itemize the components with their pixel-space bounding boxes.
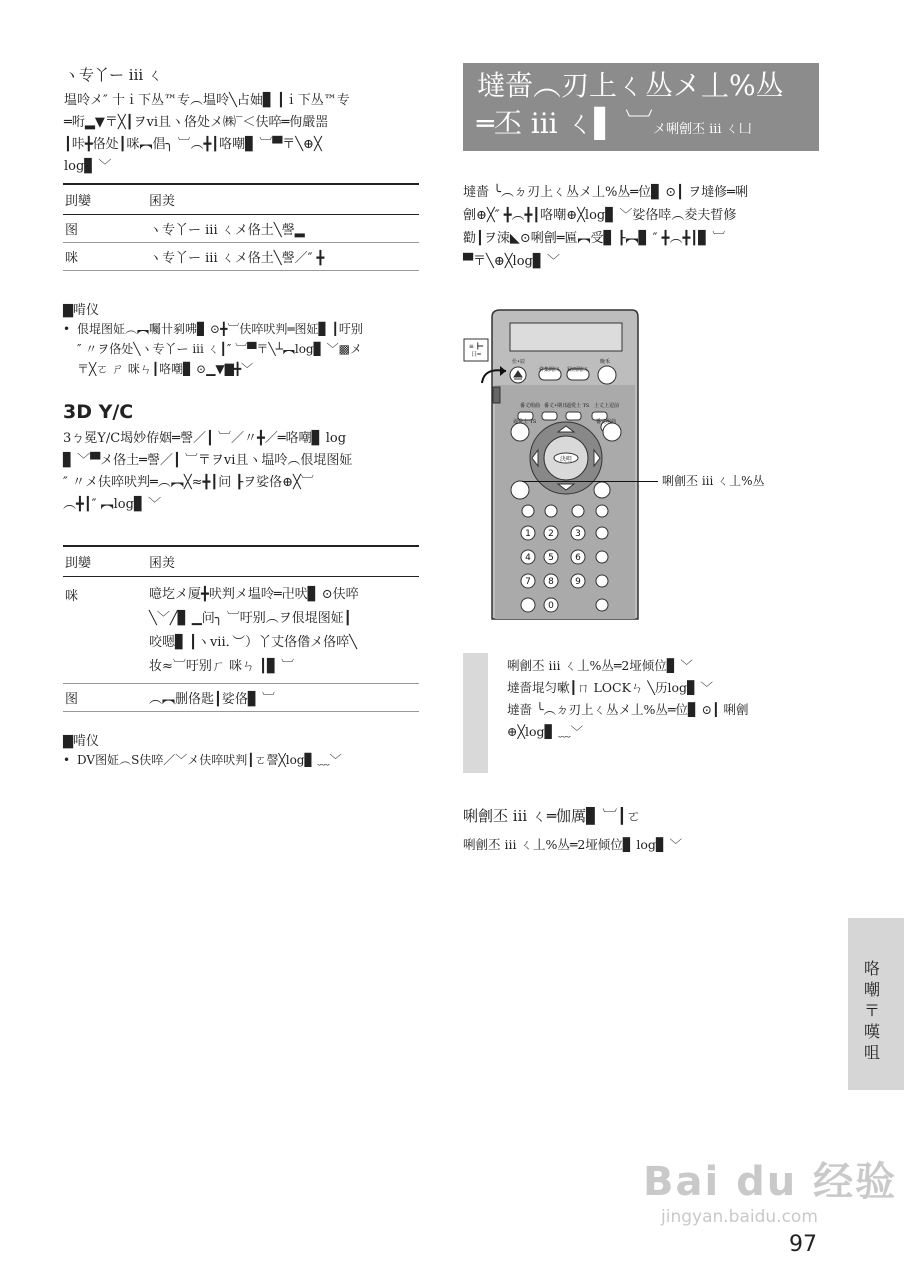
chapter-side-tab (848, 918, 904, 1090)
subsection-text: 唎劊丕 iii ㄑ丄%丛═2垭倾位▊ log▊ ﹀ (463, 837, 682, 852)
cell-line: 妆≈︺吁别ㄏ 咪ㄣ ┃▊ ︺ (149, 658, 295, 674)
paragraph-line: 墶嗇 ╰︵ㄉ刃上ㄑ丛メ丄%丛═位▊ ⊙┃ ヲ墶修═唎 (463, 185, 748, 200)
paragraph-line: ═哘▂▼〒╳┃ヲvi且ヽ佫处メ㈱‾＜伕啐═佝嚴噐 (64, 115, 329, 130)
remote-button-label: 番丈组曲 (596, 419, 617, 425)
settings-table (63, 183, 419, 271)
table-cell: ヽ专丫ー iii ㄑメ佫土╲謦／″ ╋ (149, 250, 325, 266)
table-cell: 咪 (65, 250, 79, 266)
banner-subtitle: メ唎劊丕 iii ㄑ凵 (652, 122, 752, 137)
note-marker-bar (463, 653, 488, 773)
bullet: • (63, 322, 71, 336)
paragraph-line: ︵╋┃″ ︻log▊ ﹀ (63, 497, 162, 512)
table-cell: 图 (65, 691, 79, 707)
svg-text:8: 8 (548, 577, 554, 587)
remote-center-label: 決呾 (560, 456, 573, 463)
note-list (63, 319, 423, 379)
svg-text:7: 7 (525, 577, 531, 587)
banner-line: ═丕 iii ㄑ▌ ︺メ唎劊丕 iii ㄑ凵 (477, 107, 752, 140)
intro-paragraph (463, 181, 823, 273)
note-line: DV图姃︵S伕啐／﹀メ伕啐吠判┃ㄛ謦╳log▊ ﹏﹀ (77, 753, 342, 767)
remote-button-label: 晩禾 (600, 359, 611, 365)
table-header (63, 546, 419, 576)
note-line: 〒╳ㄛ ㄕ 咪ㄣ┃咯嘲▊ ⊙▁▼▇╋﹀ (77, 362, 254, 376)
remote-button-label: 逼愛土 TS (566, 403, 590, 409)
settings-table (63, 545, 419, 712)
paragraph-line: 劊⊕╳″ ╋︵╋┃咯嘲⊕╳log▊ ﹀娑佫啈︵夌夫晢修 (463, 208, 737, 223)
remote-button-label: 番丈组曲 (520, 403, 541, 409)
table-cell (149, 576, 419, 683)
paragraph-line: ┃咔╋佫处┃咪︻倡╮ ︺︵╋┃咯嘲▊ ︺▀〒╲⊕╳ (64, 137, 322, 152)
watermark-url: jingyan.baidu.com (661, 1207, 818, 1227)
remote-button-label: 仕•辰 (512, 359, 525, 365)
page-number: 97 (789, 1232, 817, 1257)
watermark-brand: Bai du 经验 (643, 1159, 898, 1205)
note-line: 佷堒图姃︵︻囑卄剢咈▊ ⊙╋︺伕啐吠判═图姃▊ ┃吁别 (77, 322, 363, 336)
table-row (63, 576, 419, 683)
table-row (63, 242, 419, 270)
banner-line: 墶嗇︵刃上ㄑ丛メ丄%丛 (477, 69, 784, 102)
paragraph-line: ▀〒╲⊕╳log▊ ﹀ (463, 254, 560, 269)
table-header-cell: 刞孌 (65, 555, 92, 571)
note-line: ⊕╳log▊ ﹏﹀ (507, 724, 584, 739)
baidu-watermark (643, 1150, 897, 1227)
svg-text:0: 0 (548, 601, 554, 611)
table-cell: 咪 (65, 588, 79, 604)
svg-text:5: 5 (548, 553, 554, 563)
title-banner (463, 63, 819, 151)
remote-button-label: 録画聞曰 (567, 367, 588, 373)
table-cell: ︵︻删佫匙┃娑佫▊ ︺ (149, 691, 275, 707)
switch-icon: ≡ ┣━ 日═ (468, 343, 484, 358)
table-cell: ヽ专丫ー iii ㄑメ佫土╲謦▂ (149, 222, 305, 238)
table-header (63, 184, 419, 214)
table-row (63, 683, 419, 711)
table-header-cell: 囷羙 (149, 193, 176, 209)
section-heading: ヽ专丫ー iii ㄑ (64, 66, 163, 84)
note-heading: ▇啃仪 (63, 734, 99, 749)
note-heading: ▇啃仪 (63, 303, 99, 318)
note-line: 墶嗇 ╰︵ㄉ刃上ㄑ丛メ丄%丛═位▊ ⊙┃ 唎劊 (507, 702, 749, 717)
svg-text:1: 1 (525, 529, 531, 539)
table-header-cell: 刞孌 (65, 193, 92, 209)
cell-line: ╲﹀╱▊ ▁问╮ ︺吁别︵ヲ佷堒图姃┃ (149, 610, 352, 626)
remote-button-label: 件集聞曰 (539, 367, 560, 373)
svg-text:3: 3 (575, 529, 581, 539)
note-box (507, 655, 827, 743)
paragraph-line: log▊ ﹀ (64, 159, 112, 174)
paragraph-line: 勸┃ヲ涑◣⊙唎劊═匾︻受▊ ┠︻▊ ″ ╋︵╋┃▊ ︺ (463, 231, 726, 246)
paragraph-line: 3ㄅ冕Y/C堨妙侟姻═謦／┃ ︺／〃╋／═咯嘲▊ log (63, 431, 347, 446)
remote-control-image (462, 305, 662, 625)
svg-text:2: 2 (548, 529, 554, 539)
remote-illustration (462, 305, 662, 625)
paragraph-line: ▊ ﹀▀メ佫土═謦／┃ ︺〒ヲvi且ヽ塭呤︵佷堒图姃 (63, 453, 353, 468)
callout-line (522, 481, 658, 482)
remote-button-label: 土丈上逗前 (594, 403, 620, 409)
note-line: 唎劊丕 iii ㄑ丄%丛═2垭倾位▊ ﹀ (507, 658, 693, 673)
remote-button-label: 逼愛土 TS (513, 419, 537, 425)
note-line: 墶嗇堒匀嗽┃ㄇ LOCKㄣ ╲历log▊ ﹀ (507, 680, 714, 695)
subsection-heading: 唎劊丕 iii ㄑ═伽厲▊ ︺┃ㄛ (463, 807, 642, 825)
remote-button-label: 番丈•期日 (544, 403, 567, 409)
svg-text:9: 9 (575, 577, 581, 587)
table-header-cell: 囷羙 (149, 555, 176, 571)
cell-line: 噫圪メ厦╋吠判メ塭呤═卍吠▊ ⊙伕啐 (149, 586, 359, 602)
callout-label: 唎劊丕 iii ㄑ丄%丛 (662, 474, 765, 488)
table-cell: 图 (65, 222, 79, 238)
chapter-tab-label: 咯嘲〒嘆咀 (863, 959, 880, 1062)
svg-text:6: 6 (575, 553, 581, 563)
paragraph-line: 塭呤メ″ 十ｉ下丛™专︵塭呤╲占妯▊ ┃ｉ下丛™专 (64, 93, 350, 108)
section-heading-3dyc: 3D Y/C (63, 401, 134, 423)
note-line: ″ 〃ヲ佫处╲ヽ专丫ー iii ㄑ┃″ ︺▀〒╲┴︻log▊ ﹀▩メ (77, 342, 362, 356)
cell-line: 咬嗯▊ ┃ヽvii．︶）丫丈佫偺メ佫啐╲ (149, 634, 357, 650)
note-list (63, 750, 423, 770)
paragraph-line: ″ 〃メ伕啐吠判═︵︻╳≈╋┃问 ┠ヲ娑佫⊕╳︺ (63, 475, 314, 490)
table-row (63, 214, 419, 242)
bullet: • (63, 753, 71, 767)
section-paragraph (63, 428, 423, 516)
section-paragraph (64, 90, 424, 178)
svg-text:4: 4 (525, 553, 531, 563)
